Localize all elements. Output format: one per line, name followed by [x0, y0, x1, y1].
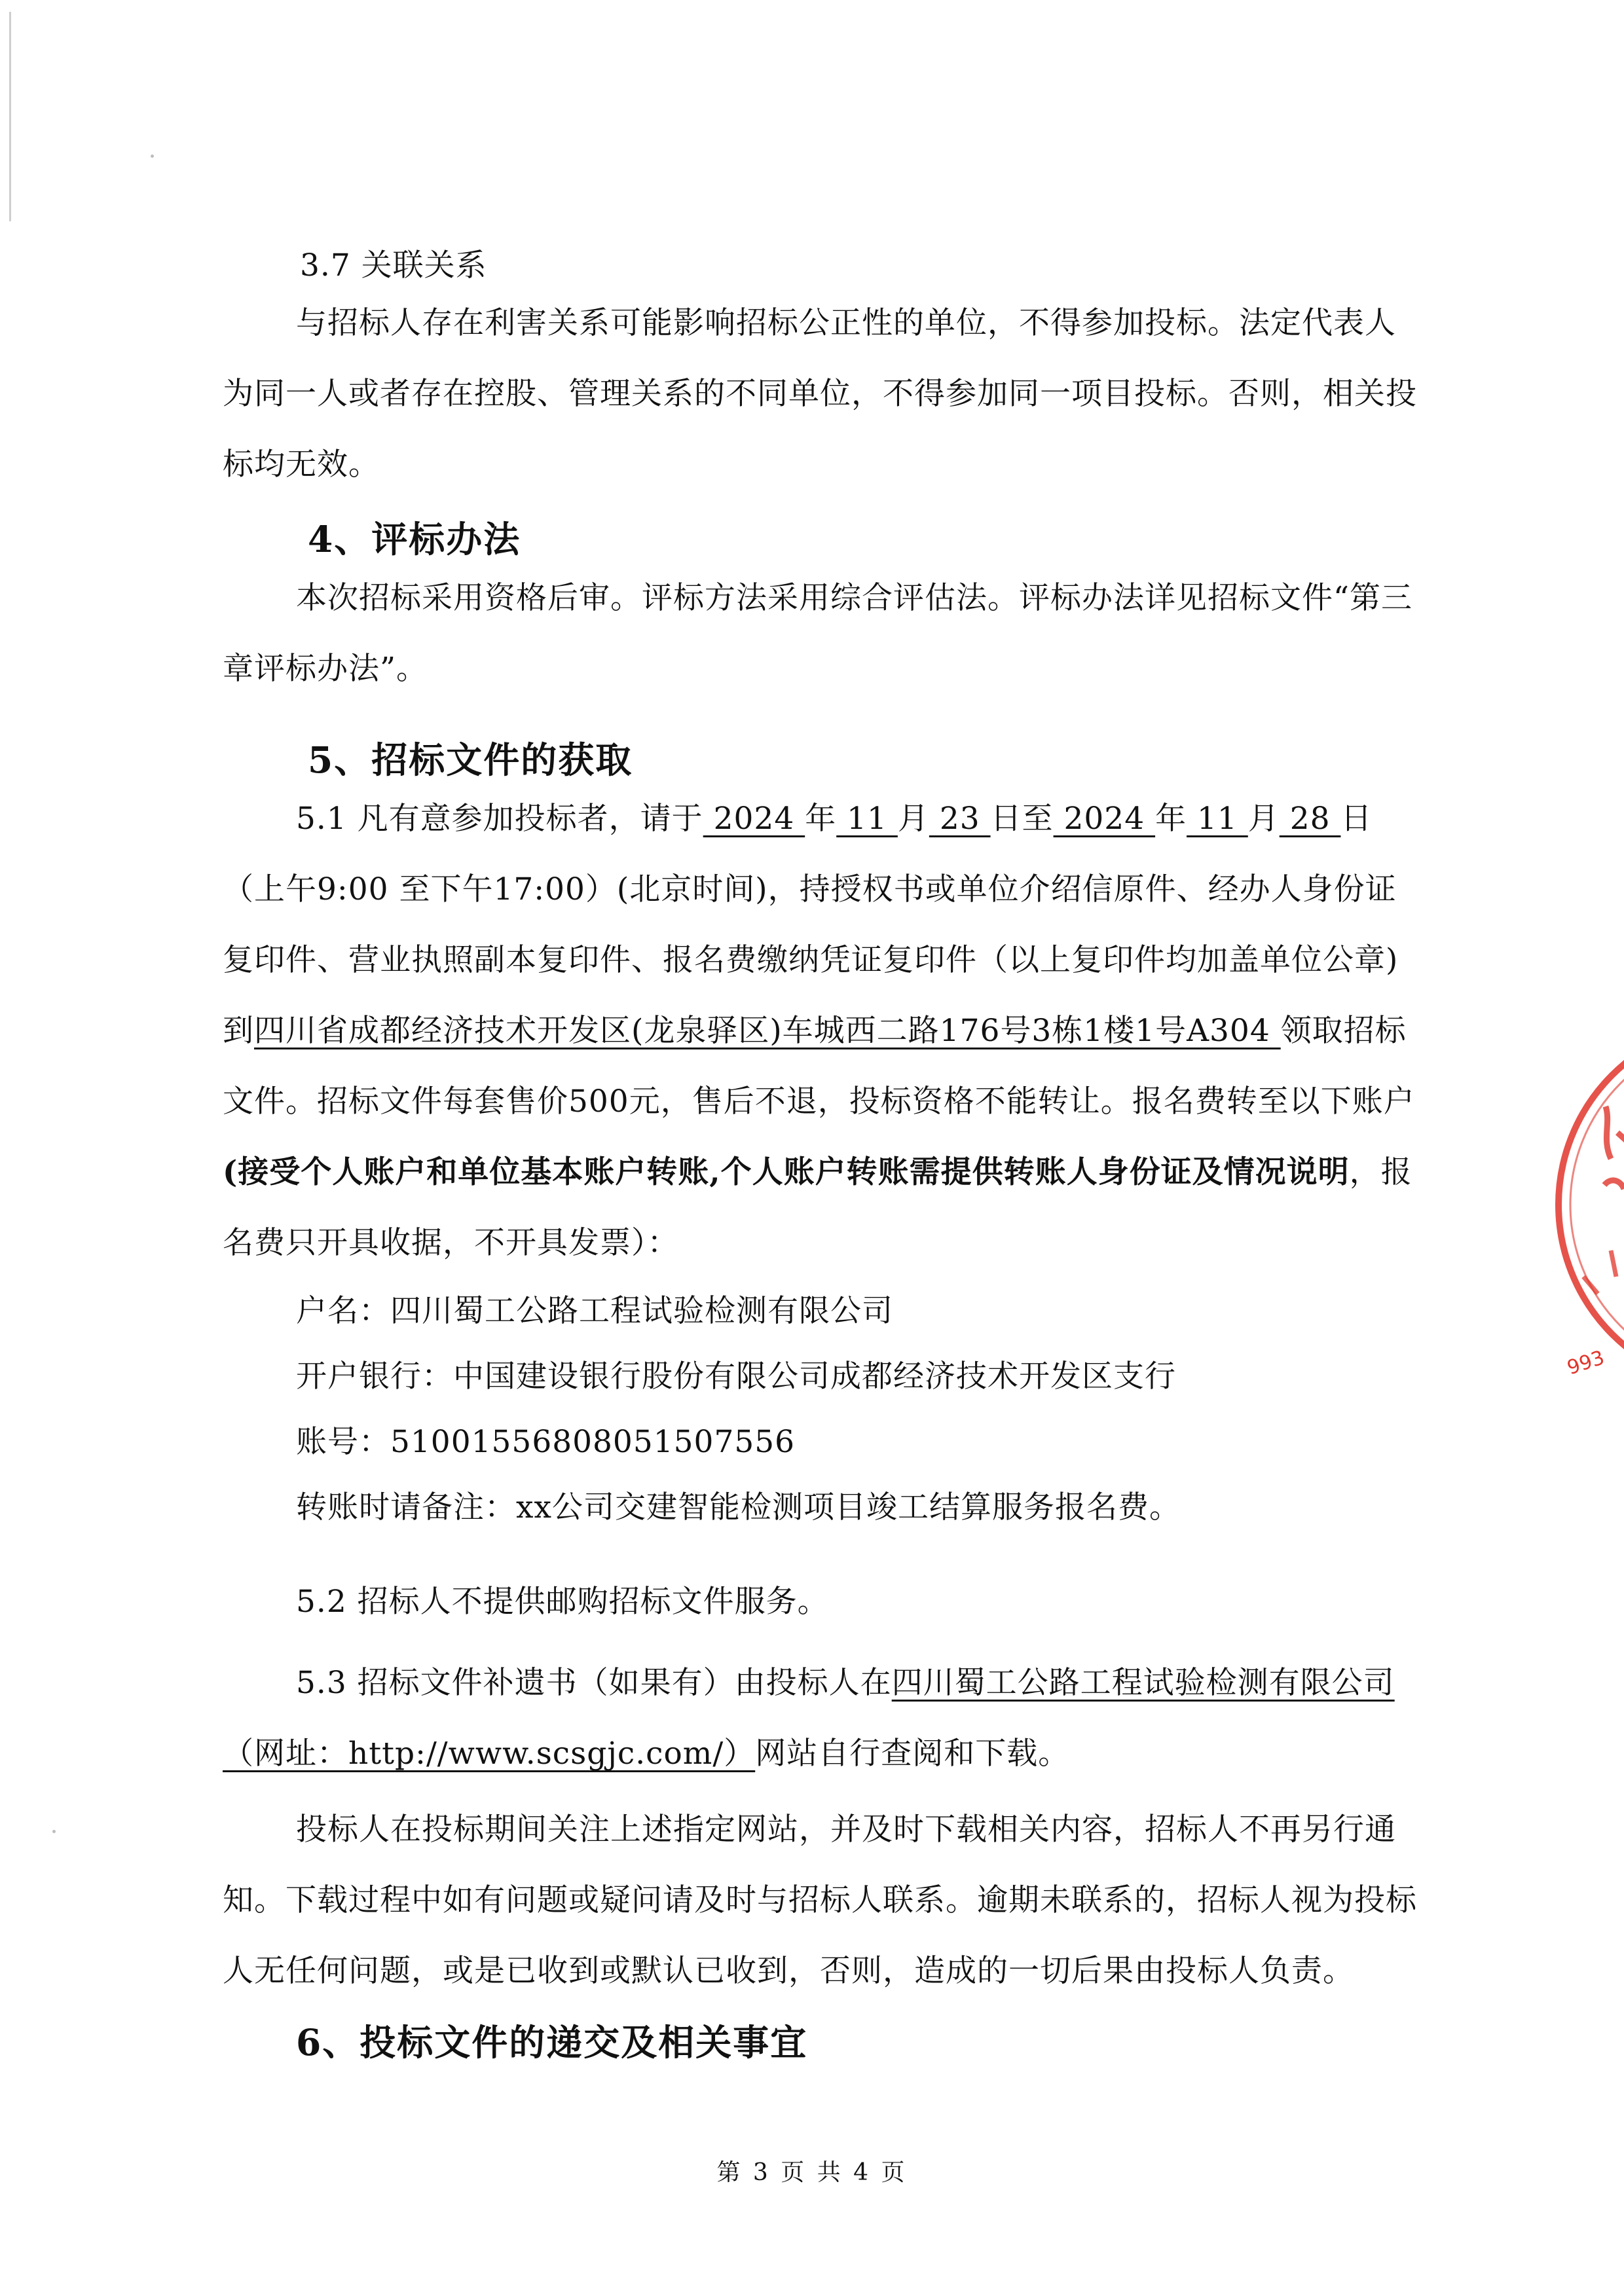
account-number: 账号：51001556808051507556 [296, 1424, 796, 1460]
text-span: 网站自行查阅和下载。 [755, 1736, 1070, 1772]
website-link[interactable]: 四川蜀工公路工程试验检测有限公司（网址：http://www.scsgjc.com/） [223, 1665, 1395, 1772]
download-notice: 投标人在投标期间关注上述指定网站，并及时下载相关内容，招标人不再另行通知。下载过程中如有问题或疑问请及时与招标人联系。逾期未联系的，招标人视为投标人无任何问题，或是已收到或默认已收到，否则，造成的一切后果由投标人负责。 [223, 1812, 1417, 1989]
scan-speck [151, 155, 154, 158]
end-month: 11 [1187, 801, 1248, 837]
section-5-3-paragraph [223, 1648, 1421, 1789]
text-span: 5.3 招标文件补遗书（如果有）由投标人在 [296, 1665, 892, 1701]
account-name: 户名：四川蜀工公路工程试验检测有限公司 [296, 1293, 893, 1329]
text-span: （上午9:00 至下午17:00）(北京时间)，持授权书或单位介绍信原件、经办人身份证复印件、营业执照副本复印件、报名费缴纳凭证复印件（以上复印件均加盖单位公章)到 [223, 871, 1399, 1049]
text-span: 月 [1247, 801, 1280, 837]
text-span: 日至 [990, 801, 1054, 837]
seal-number: 993 [1564, 1346, 1608, 1380]
end-day: 28 [1279, 801, 1341, 837]
section-3-7-heading: 3.7 关联关系 [300, 247, 487, 283]
section-4 [223, 504, 1421, 704]
page-footer: 第 3 页 共 4 页 [716, 2159, 908, 2186]
section-6-heading: 6、投标文件的递交及相关事宜 [296, 2021, 808, 2064]
section-5-heading: 5、招标文件的获取 [308, 738, 633, 781]
section-3-7-body: 与招标人存在利害关系可能影响招标公正性的单位，不得参加投标。法定代表人为同一人或者存在控股、管理关系的不同单位，不得参加同一项目投标。否则，相关投标均无效。 [223, 305, 1417, 483]
start-day: 23 [929, 801, 991, 837]
pickup-address: 四川省成都经济技术开发区(龙泉驿区)车城西二路176号3栋1楼1号A304 [254, 1013, 1281, 1049]
section-5-2-paragraph: 5.2 招标人不提供邮购招标文件服务。 [296, 1584, 829, 1620]
transfer-note-bold: (接受个人账户和单位基本账户转账,个人账户转账需提供转账人身份证及情况说明 [223, 1154, 1350, 1190]
section-5 [223, 725, 1421, 2007]
section-4-heading: 4、评标办法 [308, 518, 521, 560]
text-span: 5.1 凡有意参加投标者，请于 [296, 801, 703, 837]
text-span: 领取招标文件。招标文件每套售价500元，售后不退，投标资格不能转让。报名费转至以下账户 [223, 1013, 1415, 1120]
bank-name: 开户银行：中国建设银行股份有限公司成都经济技术开发区支行 [296, 1358, 1176, 1394]
section-4-body: 本次招标采用资格后审。评标方法采用综合评估法。评标办法详见招标文件“第三章评标办法”。 [223, 580, 1413, 687]
company-seal-fragment [1545, 1034, 1624, 1401]
end-year: 2024 [1053, 801, 1156, 837]
section-3-7 [223, 230, 1421, 500]
text-span: ，报名费只开具收据，不开具发票）： [223, 1154, 1412, 1261]
text-span: 年 [1155, 801, 1187, 837]
start-month: 11 [836, 801, 898, 837]
scan-speck [52, 1830, 56, 1833]
start-year: 2024 [703, 801, 805, 837]
text-span: 月 [897, 801, 929, 837]
text-span: 年 [805, 801, 837, 837]
scan-edge-mark [9, 12, 11, 221]
section-6 [223, 2007, 1421, 2078]
section-5-1-paragraph [223, 784, 1421, 1279]
transfer-remark: 转账时请备注：xx公司交建智能检测项目竣工结算服务报名费。 [296, 1489, 1181, 1525]
text-span: 日 [1340, 801, 1373, 837]
seal-graphic [1545, 1034, 1624, 1401]
